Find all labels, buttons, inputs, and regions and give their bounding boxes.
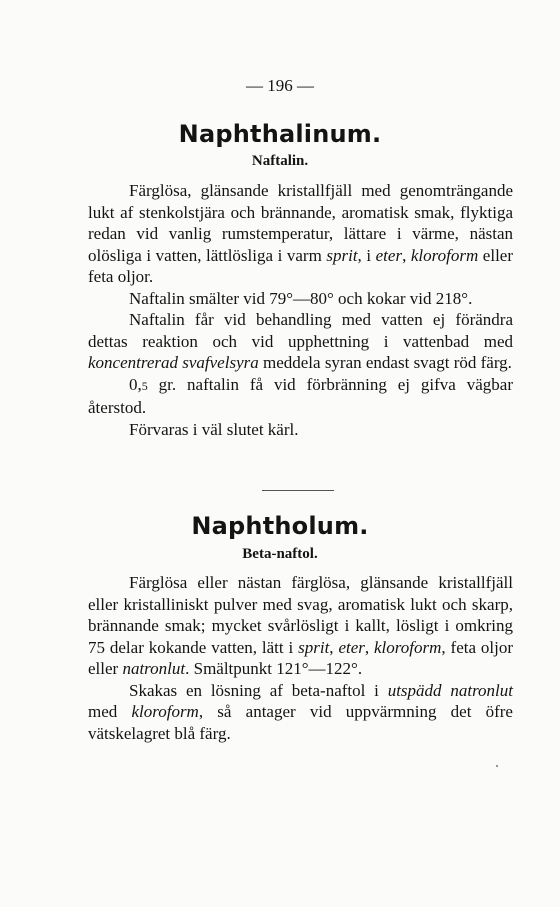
text-run: 5 (141, 378, 148, 393)
paragraph (88, 309, 513, 374)
italic-term: kloroform (131, 702, 199, 721)
section-subtitle-naftalin: Naftalin. (251, 153, 309, 169)
italic-term: natronlut (122, 659, 186, 678)
section-subtitle-beta-naftol: Beta-naftol. (242, 546, 318, 562)
paragraph (88, 288, 513, 310)
italic-term: kloroform (410, 245, 479, 265)
text-run: med (88, 702, 132, 721)
text-run: eller feta oljor. (88, 245, 513, 286)
italic-term: eter (338, 637, 365, 657)
text-run: , så antager vid uppvärmning det öfre vätskelagret blå färg. (88, 702, 513, 743)
italic-term: eter (375, 245, 403, 265)
text-run: , i (357, 245, 376, 265)
section-body-naphtholum (88, 572, 513, 744)
text-run: Förvaras i väl slutet kärl. (129, 419, 299, 439)
paragraph (88, 419, 513, 441)
paragraph (88, 180, 513, 288)
text-run: Skakas en lösning af beta-naftol i (129, 680, 388, 700)
italic-term: koncentrerad svafvelsyra (88, 353, 259, 372)
text-run: , (329, 637, 339, 657)
section-divider (262, 490, 334, 491)
paragraph (88, 572, 513, 680)
text-run: , (364, 637, 375, 657)
italic-term: kloroform (374, 637, 442, 657)
page-number: — 196 — (246, 76, 314, 95)
print-speck (496, 765, 498, 767)
text-run: 0, (129, 374, 142, 394)
paragraph (88, 680, 513, 745)
italic-term: sprit (298, 637, 330, 657)
text-run: Färglösa, glänsande kristallfjäll med genomträngande lukt af stenkolstjära och brännande, aromatisk smak, flyktiga redan vid vanlig rumstemperatur, lättare i värme, nästan olösliga i vatten, lättlösliga i varm (88, 181, 513, 265)
section-body-naphthalinum (88, 180, 513, 440)
italic-term: utspädd natronlut (387, 680, 514, 700)
text-run: Naftalin får vid behandling med vatten ej förändra dettas reaktion och vid upphettning i vattenbad med (88, 310, 513, 351)
text-run: , (402, 245, 411, 265)
italic-term: sprit (326, 245, 358, 265)
section-title-naphthalinum: Naphthalinum. (178, 120, 382, 148)
paragraph (88, 374, 513, 419)
text-run: Naftalin smälter vid 79°—80° och kokar vid 218°. (129, 288, 473, 308)
text-run: . Smältpunkt 121°—122°. (185, 659, 363, 678)
text-run: meddela syran endast svagt röd färg. (258, 353, 512, 372)
text-run: gr. naftalin få vid förbränning ej gifva vägbar återstod. (88, 374, 513, 417)
section-title-naphtholum: Naphtholum. (191, 512, 369, 540)
text-run: , feta oljor eller (88, 637, 513, 678)
text-run: Färglösa eller nästan färglösa, glänsande kristallfjäll eller kristalliniskt pulver med svag, aromatisk lukt och skarp, brännande smak; mycket svårlösligt i kallt, lösligt i omkring 75 delar kokande vatten, lätt i (88, 573, 513, 657)
